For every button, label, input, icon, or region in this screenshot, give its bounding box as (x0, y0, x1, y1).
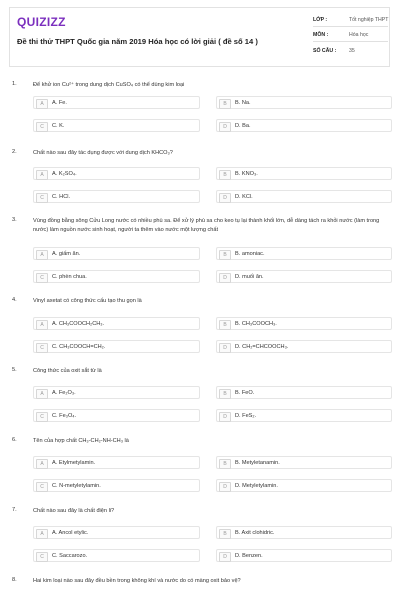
option-c[interactable] (33, 409, 200, 422)
option-text: B. KNO₃. (235, 171, 258, 177)
quizizz-logo: QUIZIZZ (17, 15, 66, 29)
option-c[interactable] (33, 479, 200, 492)
option-text: C. N-metyletylamin. (52, 483, 101, 489)
option-text: C. phèn chua. (52, 274, 87, 280)
option-b[interactable] (216, 317, 392, 330)
option-d[interactable] (216, 549, 392, 562)
question-number: 2. (12, 149, 17, 155)
question-number: 8. (12, 577, 17, 583)
meta-divider (313, 41, 388, 42)
option-letter: B (219, 320, 231, 330)
option-a[interactable] (33, 247, 200, 260)
option-letter: B (219, 389, 231, 399)
option-b[interactable] (216, 456, 392, 469)
option-c[interactable] (33, 340, 200, 353)
option-c[interactable] (33, 549, 200, 562)
option-d[interactable] (216, 340, 392, 353)
meta-divider (313, 26, 388, 27)
option-text: C. CH₃COOCH=CH₂. (52, 344, 106, 350)
option-c[interactable] (33, 119, 200, 132)
question-text: Công thức của oxit sắt từ là (33, 368, 102, 374)
question-number: 6. (12, 437, 17, 443)
option-a[interactable] (33, 386, 200, 399)
option-d[interactable] (216, 409, 392, 422)
option-c[interactable] (33, 190, 200, 203)
option-d[interactable] (216, 119, 392, 132)
option-d[interactable] (216, 190, 392, 203)
option-letter: A (36, 170, 48, 180)
option-letter: A (36, 250, 48, 260)
option-text: C. Saccarozo. (52, 553, 88, 559)
option-letter: A (36, 99, 48, 109)
meta-value: Tốt nghiệp THPT (349, 17, 389, 23)
option-b[interactable] (216, 526, 392, 539)
option-letter: D (219, 122, 231, 132)
option-letter: C (36, 343, 48, 353)
option-text: D. Ba. (235, 123, 251, 129)
question-text: Vinyl axetat có công thức cấu tạo thu gọn là (33, 298, 142, 304)
option-letter: A (36, 459, 48, 469)
option-a[interactable] (33, 167, 200, 180)
meta-value: Hóa học (349, 32, 369, 38)
option-text: C. K. (52, 123, 65, 129)
option-text: A. Etylmetylamin. (52, 460, 96, 466)
option-text: D. muối ăn. (235, 274, 264, 280)
option-a[interactable] (33, 96, 200, 109)
question-text: Để khử ion Cu²⁺ trong dung dịch CuSO₄ có thể dùng kim loại (33, 82, 185, 88)
question-text: Tên của hợp chất CH₃-CH₂-NH-CH₃ là (33, 438, 129, 444)
option-letter: D (219, 343, 231, 353)
option-text: B. Na. (235, 100, 251, 106)
option-letter: A (36, 389, 48, 399)
option-letter: A (36, 320, 48, 330)
question-number: 7. (12, 507, 17, 513)
question-text: Hai kim loại nào sau đây đều bền trong không khí và nước do có màng oxit bảo vệ? (33, 578, 241, 584)
option-d[interactable] (216, 479, 392, 492)
option-text: A. K₂SO₄. (52, 171, 77, 177)
option-letter: C (36, 552, 48, 562)
option-text: D. Benzen. (235, 553, 263, 559)
meta-value: 35 (349, 48, 355, 54)
option-text: A. Fe₂O₃. (52, 390, 76, 396)
option-text: C. HCl. (52, 194, 71, 200)
option-letter: C (36, 482, 48, 492)
option-letter: D (219, 482, 231, 492)
option-text: C. Fe₃O₄. (52, 413, 77, 419)
option-letter: C (36, 122, 48, 132)
meta-key: SỐ CÂU : (313, 48, 337, 54)
option-text: A. giấm ăn. (52, 251, 81, 257)
option-b[interactable] (216, 247, 392, 260)
option-b[interactable] (216, 167, 392, 180)
option-text: B. amoniac. (235, 251, 265, 257)
question-text: Chất nào sau đây tác dụng được với dung dịch KHCO₃? (33, 150, 173, 156)
option-text: B. Axit clohidric. (235, 530, 275, 536)
option-b[interactable] (216, 386, 392, 399)
option-letter: C (36, 273, 48, 283)
option-text: B. CH₃COOCH₃. (235, 321, 277, 327)
question-number: 4. (12, 297, 17, 303)
option-letter: B (219, 99, 231, 109)
option-c[interactable] (33, 270, 200, 283)
option-text: D. CH₂=CHCOOCH₃. (235, 344, 289, 350)
option-letter: C (36, 193, 48, 203)
option-letter: B (219, 529, 231, 539)
question-number: 5. (12, 367, 17, 373)
question-number: 1. (12, 81, 17, 87)
question-text: Vùng đồng bằng sông Cửu Long nước có nhiều phù sa. Để xử lý phù sa cho keo tụ lại thành khối lớn, dễ dàng tách ra khỏi nước (làm trong nước) làm nguồn nước sinh hoạt, người ta thêm vào nước một lượng chất (33, 218, 380, 233)
option-letter: C (36, 412, 48, 422)
option-a[interactable] (33, 526, 200, 539)
meta-key: LỚP : (313, 17, 328, 23)
option-letter: A (36, 529, 48, 539)
worksheet-header (9, 7, 390, 67)
option-text: B. FeO. (235, 390, 255, 396)
option-text: A. CH₃COOCH₂CH₃. (52, 321, 105, 327)
option-letter: D (219, 552, 231, 562)
option-text: D. Metyletylamin. (235, 483, 278, 489)
option-letter: B (219, 170, 231, 180)
option-text: A. Ancol etylic. (52, 530, 89, 536)
question-text: Chất nào sau đây là chất điện li? (33, 508, 115, 514)
question-number: 3. (12, 217, 17, 223)
worksheet-title: Đề thi thử THPT Quốc gia năm 2019 Hóa học có lời giải ( đề số 14 ) (17, 37, 258, 46)
option-letter: D (219, 412, 231, 422)
option-text: D. FeS₂. (235, 413, 257, 419)
option-letter: B (219, 459, 231, 469)
option-text: A. Fe. (52, 100, 67, 106)
option-a[interactable] (33, 317, 200, 330)
option-b[interactable] (216, 96, 392, 109)
meta-key: MÔN : (313, 32, 329, 38)
option-letter: D (219, 273, 231, 283)
option-text: B. Metyletanamin. (235, 460, 280, 466)
option-letter: B (219, 250, 231, 260)
option-letter: D (219, 193, 231, 203)
option-d[interactable] (216, 270, 392, 283)
option-a[interactable] (33, 456, 200, 469)
option-text: D. KCl. (235, 194, 253, 200)
